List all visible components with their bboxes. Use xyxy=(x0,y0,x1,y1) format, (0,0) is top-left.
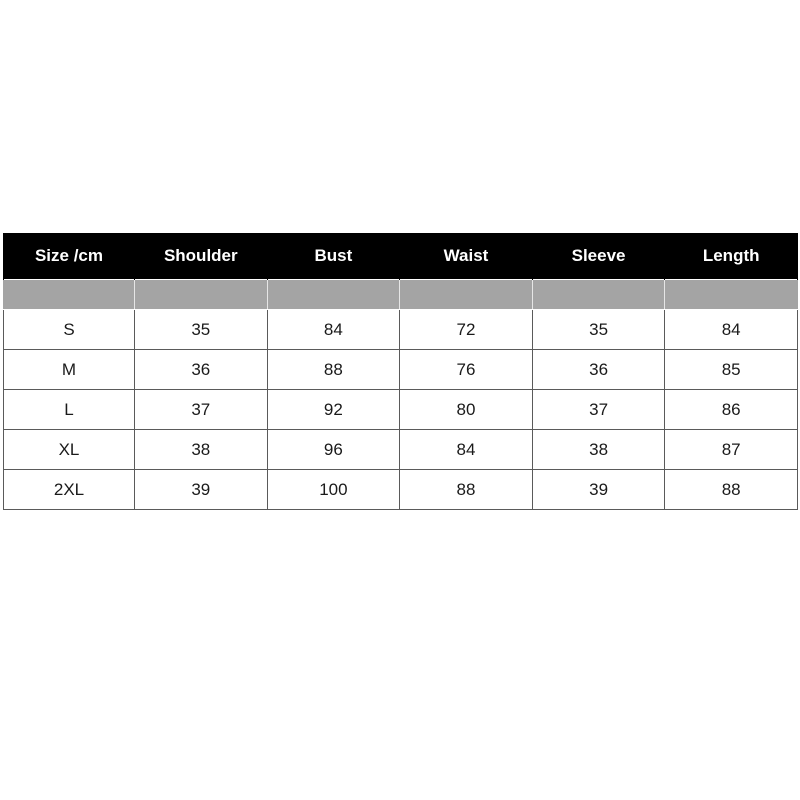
length-cell: 88 xyxy=(665,470,798,510)
shoulder-cell: 36 xyxy=(135,350,268,390)
waist-cell: 88 xyxy=(400,470,533,510)
waist-cell: 76 xyxy=(400,350,533,390)
sleeve-cell: 38 xyxy=(532,430,665,470)
sleeve-cell: 39 xyxy=(532,470,665,510)
bust-cell: 84 xyxy=(267,310,400,350)
shoulder-cell: 35 xyxy=(135,310,268,350)
gray-band-cell xyxy=(4,280,135,310)
size-cell: 2XL xyxy=(4,470,135,510)
waist-cell: 72 xyxy=(400,310,533,350)
shoulder-cell: 37 xyxy=(135,390,268,430)
header-sleeve: Sleeve xyxy=(532,233,665,280)
size-chart-table xyxy=(3,233,798,510)
table-row-l xyxy=(4,390,798,430)
sleeve-cell: 36 xyxy=(532,350,665,390)
header-size: Size /cm xyxy=(4,233,135,280)
table-row-2xl xyxy=(4,470,798,510)
table-row-s xyxy=(4,310,798,350)
gray-band-cell xyxy=(135,280,268,310)
gray-band-cell xyxy=(400,280,533,310)
bust-cell: 96 xyxy=(267,430,400,470)
size-cell: S xyxy=(4,310,135,350)
bust-cell: 88 xyxy=(267,350,400,390)
size-cell: M xyxy=(4,350,135,390)
gray-band-cell xyxy=(267,280,400,310)
gray-band-cell xyxy=(532,280,665,310)
header-bust: Bust xyxy=(267,233,400,280)
bust-cell: 100 xyxy=(267,470,400,510)
length-cell: 86 xyxy=(665,390,798,430)
table-row-xl xyxy=(4,430,798,470)
header-row xyxy=(4,233,798,280)
header-shoulder: Shoulder xyxy=(135,233,268,280)
length-cell: 87 xyxy=(665,430,798,470)
header-length: Length xyxy=(665,233,798,280)
shoulder-cell: 38 xyxy=(135,430,268,470)
shoulder-cell: 39 xyxy=(135,470,268,510)
size-cell: L xyxy=(4,390,135,430)
waist-cell: 84 xyxy=(400,430,533,470)
header-waist: Waist xyxy=(400,233,533,280)
sleeve-cell: 37 xyxy=(532,390,665,430)
length-cell: 84 xyxy=(665,310,798,350)
bust-cell: 92 xyxy=(267,390,400,430)
gray-band-cell xyxy=(665,280,798,310)
table-row-m xyxy=(4,350,798,390)
sleeve-cell: 35 xyxy=(532,310,665,350)
waist-cell: 80 xyxy=(400,390,533,430)
size-cell: XL xyxy=(4,430,135,470)
gray-band-row xyxy=(4,280,798,310)
length-cell: 85 xyxy=(665,350,798,390)
